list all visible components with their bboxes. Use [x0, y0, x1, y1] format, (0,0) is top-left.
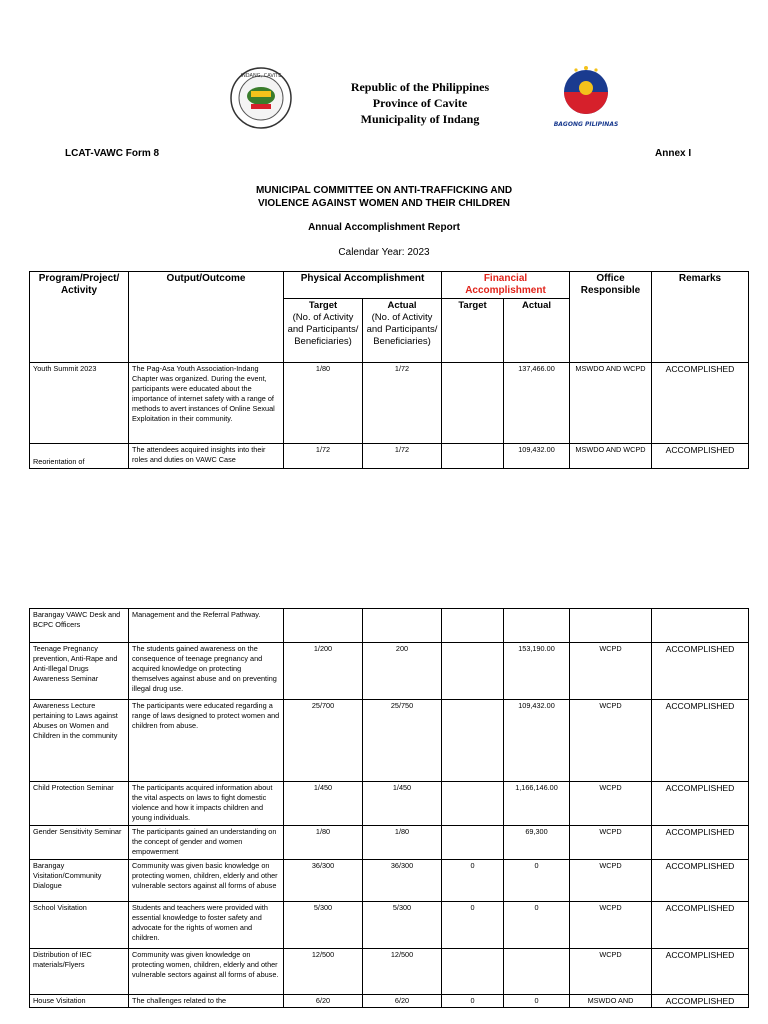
program-cell: Youth Summit 2023 [30, 363, 129, 444]
target-cell: 1/200 [284, 643, 363, 700]
output-cell: Community was given basic knowledge on protecting women, children, elderly and other vulnerable sectors against all forms of abuse [129, 860, 284, 902]
target-cell: 1/80 [284, 826, 363, 860]
program-cell: Teenage Pregnancy prevention, Anti-Rape and Anti-Illegal Drugs Awareness Seminar [30, 643, 129, 700]
physical-actual-note: (No. of Activity and Participants/ Beneficiaries) [366, 312, 438, 347]
target-cell: 1/72 [284, 444, 363, 469]
header-physical: Physical Accomplishment [284, 272, 442, 299]
output-cell: Community was given knowledge on protecting women, children, elderly and other vulnerable sectors against all forms of abuse. [129, 949, 284, 995]
committee-title [180, 184, 588, 210]
office-cell: WCPD [570, 643, 652, 700]
program-cell: Barangay VAWC Desk and BCPC Officers [30, 609, 129, 643]
annex-label: Annex I [655, 148, 692, 159]
fin-target-cell [442, 643, 504, 700]
actual-cell: 1/72 [363, 363, 442, 444]
physical-target-note: (No. of Activity and Participants/ Beneficiaries) [287, 312, 359, 347]
target-cell: 1/80 [284, 363, 363, 444]
header-financial-target [442, 299, 504, 363]
remarks-cell: ACCOMPLISHED [652, 444, 749, 469]
program-cell: School Visitation [30, 902, 129, 949]
table-row [30, 643, 749, 700]
remarks-cell: ACCOMPLISHED [652, 860, 749, 902]
fin-target-cell: 0 [442, 995, 504, 1008]
fin-actual-cell [504, 609, 570, 643]
form-number: LCAT-VAWC Form 8 [65, 148, 160, 159]
target-cell: 6/20 [284, 995, 363, 1008]
output-cell: The attendees acquired insights into their roles and duties on VAWC Case [129, 444, 284, 469]
fin-actual-cell: 0 [504, 902, 570, 949]
physical-target-label: Target [308, 300, 338, 311]
output-cell: The participants gained an understanding on the concept of gender and women empowerment [129, 826, 284, 860]
fin-target-cell [442, 949, 504, 995]
fin-actual-cell: 0 [504, 995, 570, 1008]
remarks-cell: ACCOMPLISHED [652, 643, 749, 700]
program-cell: Child Protection Seminar [30, 782, 129, 826]
remarks-cell: ACCOMPLISHED [652, 363, 749, 444]
office-cell: MSWDO AND WCPD [570, 444, 652, 469]
target-cell [284, 609, 363, 643]
actual-cell: 25/750 [363, 700, 442, 782]
fin-target-cell [442, 363, 504, 444]
accomplishment-table-page-1 [29, 271, 749, 469]
output-cell: The students gained awareness on the consequence of teenage pregnancy and acquired knowledge on protecting themselves against abuse and on preventing illegal drug use. [129, 643, 284, 700]
government-header [300, 79, 540, 127]
municipal-seal-logo [229, 66, 293, 130]
program-cell: Awareness Lecture pertaining to Laws against Abuses on Women and Children in the community [30, 700, 129, 782]
financial-actual-label: Actual [521, 300, 552, 311]
fin-actual-cell [504, 949, 570, 995]
remarks-cell: ACCOMPLISHED [652, 902, 749, 949]
program-cell: House Visitation [30, 995, 129, 1008]
actual-cell: 12/500 [363, 949, 442, 995]
output-cell: The Pag-Asa Youth Association-Indang Chapter was organized. During the event, participants were educated about the importance of internet safety with a range of methods to avert instances of Online Sexual Exploitation in their community. [129, 363, 284, 444]
header-program: Program/Project/ Activity [30, 272, 129, 363]
actual-cell: 200 [363, 643, 442, 700]
output-cell: The participants acquired information about the vital aspects on laws to fight domestic violence and how it impacts children and young individuals. [129, 782, 284, 826]
target-cell: 36/300 [284, 860, 363, 902]
output-cell: Students and teachers were provided with essential knowledge to foster safety and advocate for the rights of women and children. [129, 902, 284, 949]
header-physical-actual [363, 299, 442, 363]
fin-actual-cell: 109,432.00 [504, 700, 570, 782]
target-cell: 5/300 [284, 902, 363, 949]
province-line: Province of Cavite [372, 96, 468, 110]
remarks-cell: ACCOMPLISHED [652, 949, 749, 995]
table-row [30, 860, 749, 902]
remarks-cell: ACCOMPLISHED [652, 826, 749, 860]
target-cell: 1/450 [284, 782, 363, 826]
table-row [30, 949, 749, 995]
municipality-line: Municipality of Indang [360, 112, 480, 126]
program-cell: Gender Sensitivity Seminar [30, 826, 129, 860]
accomplishment-table-page-2 [29, 608, 749, 1008]
output-cell: Management and the Referral Pathway. [129, 609, 284, 643]
fin-target-cell [442, 782, 504, 826]
office-cell [570, 609, 652, 643]
office-cell: MSWDO AND [570, 995, 652, 1008]
calendar-year: Calendar Year: 2023 [338, 247, 430, 258]
fin-actual-cell: 109,432.00 [504, 444, 570, 469]
header-physical-target [284, 299, 363, 363]
bagong-pilipinas-text: BAGONG PILIPINAS [553, 121, 619, 128]
remarks-cell: ACCOMPLISHED [652, 995, 749, 1008]
office-cell: WCPD [570, 782, 652, 826]
program-cell: Barangay Visitation/Community Dialogue [30, 860, 129, 902]
report-title: Annual Accomplishment Report [308, 222, 460, 233]
header-output: Output/Outcome [129, 272, 284, 363]
actual-cell: 5/300 [363, 902, 442, 949]
republic-line: Republic of the Philippines [350, 80, 490, 94]
actual-cell [363, 609, 442, 643]
fin-actual-cell: 137,466.00 [504, 363, 570, 444]
actual-cell: 1/450 [363, 782, 442, 826]
office-cell: WCPD [570, 949, 652, 995]
table-row [30, 444, 749, 469]
table-row [30, 782, 749, 826]
output-cell: The participants were educated regarding a range of laws designed to protect women and children from abuse. [129, 700, 284, 782]
fin-target-cell [442, 609, 504, 643]
table-row [30, 700, 749, 782]
header-financial-actual [504, 299, 570, 363]
fin-actual-cell: 153,190.00 [504, 643, 570, 700]
header-financial: Financial Accomplishment [442, 272, 570, 299]
table-row [30, 363, 749, 444]
office-cell: MSWDO AND WCPD [570, 363, 652, 444]
actual-cell: 6/20 [363, 995, 442, 1008]
office-cell: WCPD [570, 826, 652, 860]
financial-target-label: Target [458, 300, 487, 311]
header-office: Office Responsible [570, 272, 652, 363]
program-cell: Reorientation of [30, 444, 129, 469]
remarks-cell: ACCOMPLISHED [652, 782, 749, 826]
program-cell: Distribution of IEC materials/Flyers [30, 949, 129, 995]
fin-actual-cell: 1,166,146.00 [504, 782, 570, 826]
fin-target-cell [442, 826, 504, 860]
remarks-cell: ACCOMPLISHED [652, 700, 749, 782]
target-cell: 12/500 [284, 949, 363, 995]
table-row [30, 826, 749, 860]
fin-target-cell [442, 444, 504, 469]
bagong-pilipinas-logo [550, 64, 622, 130]
actual-cell: 36/300 [363, 860, 442, 902]
office-cell: WCPD [570, 700, 652, 782]
table-row [30, 609, 749, 643]
seal-text: INDANG, CAVITE [240, 73, 282, 79]
fin-target-cell [442, 700, 504, 782]
fin-actual-cell: 69,300 [504, 826, 570, 860]
office-cell: WCPD [570, 902, 652, 949]
office-cell: WCPD [570, 860, 652, 902]
table-row [30, 902, 749, 949]
target-cell: 25/700 [284, 700, 363, 782]
physical-actual-label: Actual [387, 300, 417, 311]
committee-line-2: VIOLENCE AGAINST WOMEN AND THEIR CHILDREN [257, 198, 511, 209]
fin-target-cell: 0 [442, 860, 504, 902]
fin-target-cell: 0 [442, 902, 504, 949]
output-cell: The challenges related to the [129, 995, 284, 1008]
header-remarks: Remarks [652, 272, 749, 363]
committee-line-1: MUNICIPAL COMMITTEE ON ANTI-TRAFFICKING AND [255, 185, 513, 196]
actual-cell: 1/80 [363, 826, 442, 860]
table-row [30, 995, 749, 1008]
remarks-cell [652, 609, 749, 643]
fin-actual-cell: 0 [504, 860, 570, 902]
actual-cell: 1/72 [363, 444, 442, 469]
